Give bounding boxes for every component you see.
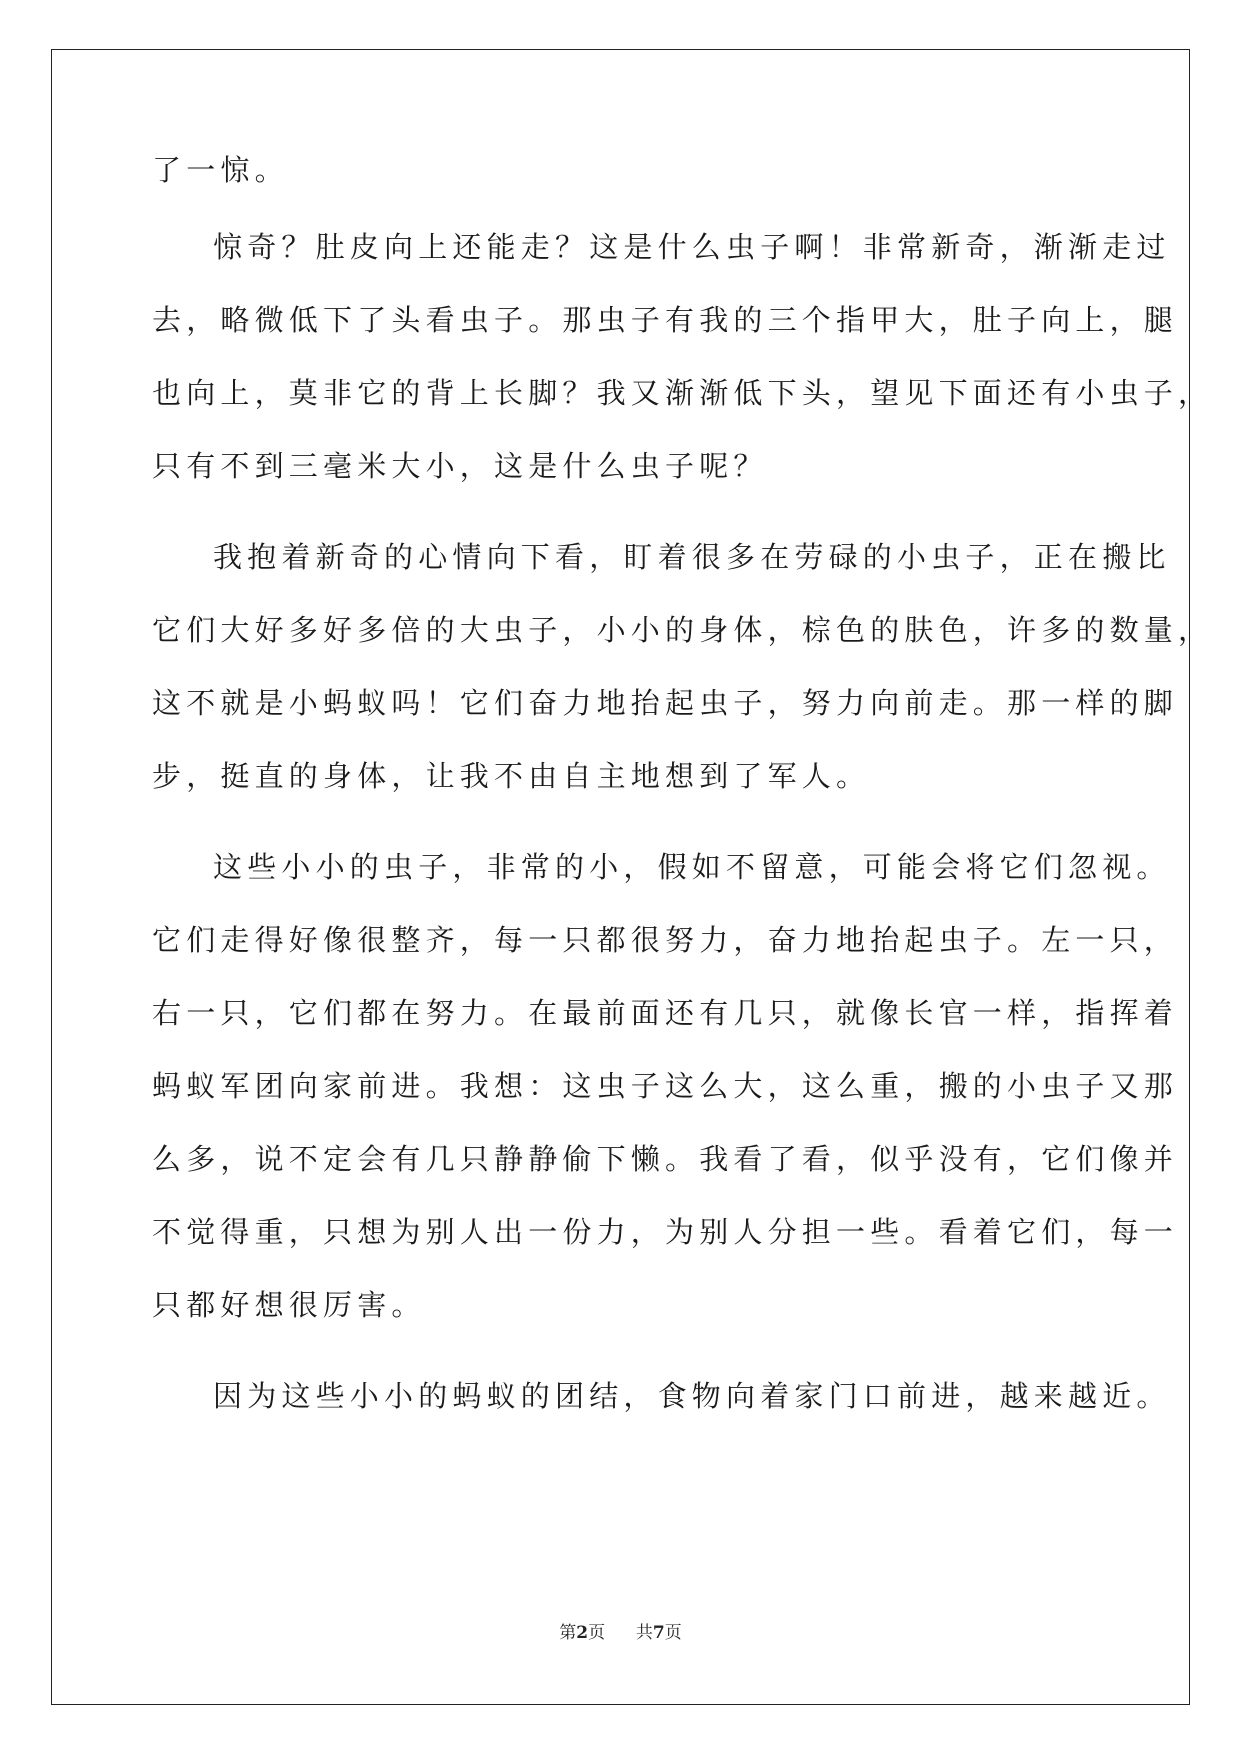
text-line: 只都好想很厉害。 xyxy=(152,1288,426,1322)
text-line: 也向上，莫非它的背上长脚？我又渐渐低下头，望见下面还有小虫子， xyxy=(152,376,1213,410)
paragraph-first-line: 因为这些小小的蚂蚁的团结，食物向着家门口前进，越来越近。 xyxy=(213,1379,1171,1413)
total-prefix: 共 xyxy=(635,1623,653,1643)
paragraph-first-line: 惊奇？肚皮向上还能走？这是什么虫子啊！非常新奇，渐渐走过 xyxy=(213,230,1171,264)
text-line: 蚂蚁军团向家前进。我想：这虫子这么大，这么重，搬的小虫子又那 xyxy=(152,1069,1179,1103)
text-line: 么多，说不定会有几只静静偷下懒。我看了看，似乎没有，它们像并 xyxy=(152,1142,1179,1176)
text-line: 了一惊。 xyxy=(152,153,289,187)
paragraph-first-line: 我抱着新奇的心情向下看，盯着很多在劳碌的小虫子，正在搬比 xyxy=(213,540,1171,574)
page-number: 2 xyxy=(576,1623,589,1643)
total-suffix: 页 xyxy=(664,1623,682,1643)
total-pages-number: 7 xyxy=(652,1623,665,1643)
page-prefix: 第 xyxy=(559,1623,577,1643)
page-indicator xyxy=(559,1623,610,1643)
page-footer xyxy=(0,1618,1241,1643)
text-line: 去，略微低下了头看虫子。那虫子有我的三个指甲大，肚子向上，腿 xyxy=(152,303,1179,337)
text-line: 步，挺直的身体，让我不由自主地想到了军人。 xyxy=(152,759,871,793)
page-suffix: 页 xyxy=(588,1623,606,1643)
text-line: 这不就是小蚂蚁吗！它们奋力地抬起虫子，努力向前走。那一样的脚 xyxy=(152,686,1179,720)
paragraph-first-line: 这些小小的虫子，非常的小，假如不留意，可能会将它们忽视。 xyxy=(213,850,1171,884)
text-line: 它们大好多好多倍的大虫子，小小的身体，棕色的肤色，许多的数量， xyxy=(152,613,1213,647)
text-line: 只有不到三毫米大小，这是什么虫子呢？ xyxy=(152,449,768,483)
text-line: 不觉得重，只想为别人出一份力，为别人分担一些。看着它们，每一 xyxy=(152,1215,1179,1249)
text-line: 右一只，它们都在努力。在最前面还有几只，就像长官一样，指挥着 xyxy=(152,996,1179,1030)
total-pages-indicator xyxy=(636,1623,682,1643)
text-line: 它们走得好像很整齐，每一只都很努力，奋力地抬起虫子。左一只， xyxy=(152,923,1179,957)
